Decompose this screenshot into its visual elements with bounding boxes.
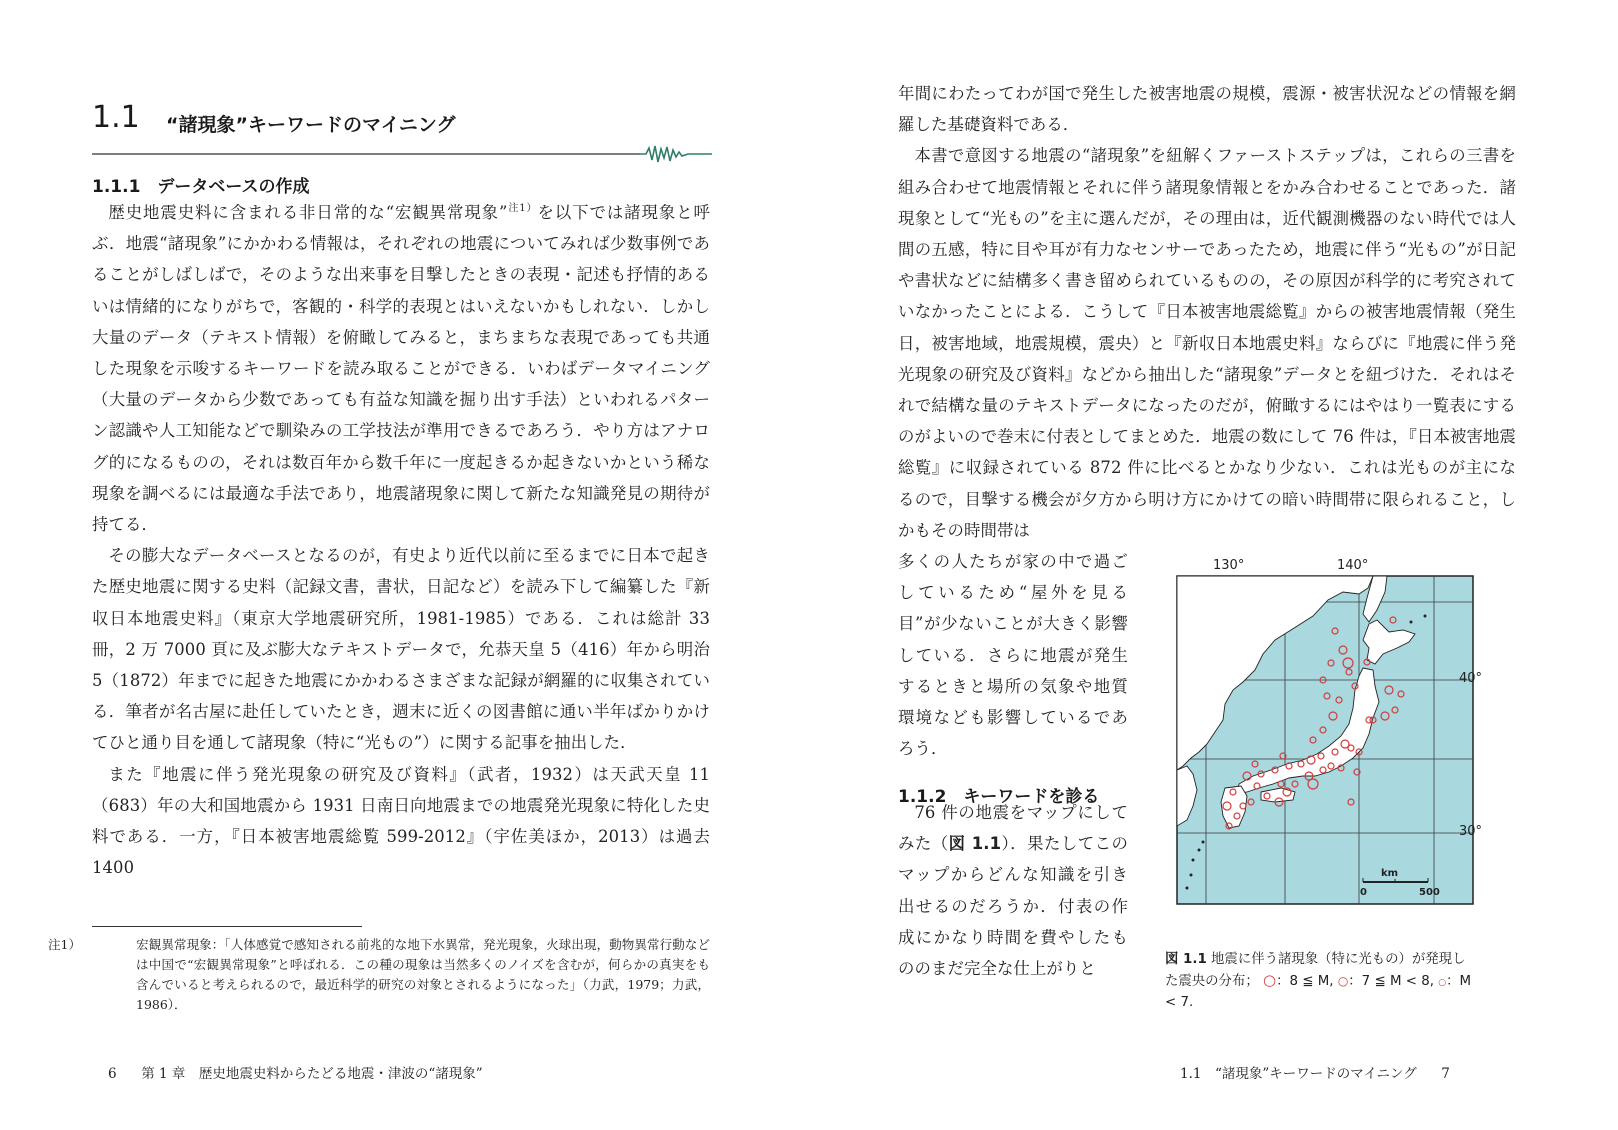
footnote-label: 注1）: [48, 937, 81, 952]
right-narrow-text: [898, 546, 1128, 764]
section-title: “諸現象”キーワードのマイニング: [166, 114, 456, 136]
paragraph: また『地震に伴う発光現象の研究及び資料』（武者，1932）は天武天皇 11（683）年の大和国地震から 1931 日南日向地震までの地震発光現象に特化した史料である．一方，『日本被害地震総覧 599-2012』（宇佐美ほか，2013）は過去 1400: [92, 764, 710, 878]
caption-text: 地震に伴う諸現象（特に光もの）が発現した震央の分布；: [1165, 952, 1466, 989]
running-head: 第 1 章 歴史地震史料からたどる地震・津波の“諸現象”: [141, 1066, 483, 1082]
lat-label-30: 30°: [1459, 824, 1483, 839]
legend-medium: ：7 ≦ M < 8,: [1348, 974, 1435, 989]
legend-large: ：8 ≦ M,: [1276, 974, 1334, 989]
section-number: 1.1: [92, 100, 140, 135]
footnote-divider: [92, 926, 362, 927]
right-page: [809, 0, 1618, 1130]
page-footer-left: [108, 1062, 483, 1082]
paragraph: 歴史地震史料に含まれる非日常的な“宏観異常現象”$^{注1)}$を以下では諸現象と呼ぶ．地震“諸現象”にかかわる情報は，それぞれの地震についてみれば少数事例であることがしばしばで，そのような出来事を目撃したときの表現・記述も抒情的あるいは情緒的になりがちで，客観的・科学的表現とはいえないかもしれない．しかし大量のデータ（テキスト情報）を俯瞰してみると，まちまちな表現であっても共通した現象を示唆するキーワードを読み取ることができる．いわばデータマイニング（大量のデータから少数であっても有益な知識を掘り出す手法）といわれるパターン認識や人工知能などで馴染みの工学技法が準用できるであろう．やり方はアナログ的になるものの，それは数百年から数千年に一度起きるか起きないかという稀な現象を調べるには最適な手法であり，地震諸現象に関して新たな知識発見の期待が持てる．: [92, 203, 710, 535]
page-number: 7: [1441, 1066, 1450, 1082]
scale-tick-500: 500: [1419, 887, 1440, 898]
paragraph: 本書で意図する地震の“諸現象”を紐解くファーストステップは，これらの三書を組み合わせて地震情報とそれに伴う諸現象情報とをかみ合わせることであった．諸現象として“光もの”を主に選んだが，その理由は，近代観測機器のない時代では人間の五感，特に目や耳が有力なセンサーであったため，地震に伴う“光もの”が日記や書状などに結構多く書き留められているものの，その原因が科学的に考究されていなかったことによる．こうして『日本被害地震総覧』からの被害地震情報（発生日，被害地域，地震規模，震央）と『新収日本地震史料』ならびに『地震に伴う発光現象の研究及び資料』などから抽出した“諸現象”データとを紐づけた．それはそれで結構な量のテキストデータになったのだが，俯瞰するにはやはり一覧表にするのがよいので巻末に付表としてまとめた．地震の数にして 76 件は，『日本被害地震総覧』に収録されている 872 件に比べるとかなり少ない．これは光ものが主になるので，目撃する機会が夕方から明け方にかけての暗い時間帯に限られること，しかもその時間帯は: [898, 146, 1516, 540]
subsection-title-1-1-2: 1.1.2 キーワードを診る: [898, 787, 1100, 807]
paragraph: 多くの人たちが家の中で過ごしているため“屋外を見る目”が少ないことが大きく影響している．さらに地震が発生するときと場所の気象や地質環境なども影響しているであろう．: [898, 552, 1128, 759]
epicenter-map: [1163, 558, 1483, 940]
caption-label: 図 1.1: [1165, 952, 1207, 967]
section-heading: [92, 100, 712, 160]
lat-label-40: 40°: [1459, 671, 1483, 686]
footnote: [48, 935, 710, 1015]
figure-reference: 図 1.1: [948, 834, 1002, 854]
subsection-title-1-1-1: 1.1.1 データベースの作成: [92, 177, 310, 197]
legend-small-symbol: ○: [1438, 978, 1447, 988]
footnote-marker: 注1）: [507, 203, 538, 214]
right-narrow-text-2: [898, 797, 1128, 984]
page-footer-right: [1180, 1062, 1450, 1082]
figure-caption: [1165, 950, 1475, 1013]
section-rule-seismogram: [92, 144, 712, 164]
left-body-text: [92, 197, 710, 883]
paragraph: その膨大なデータベースとなるのが，有史より近代以前に至るまでに日本で起きた歴史地震に関する史料（記録文書，書状，日記など）を読み下して編纂した『新収日本地震史料』（東京大学地震研究所，1981-1985）である．これは総計 33 冊，2 万 7000 頁に及ぶ膨大なテキストデータで，允恭天皇 5（416）年から明治 5（1872）年までに起きた地震にかかわるさまざまな記録が網羅的に収集されている．筆者が名古屋に赴任していたとき，週末に近くの図書館に通い半年ばかりかけてひと通り目を通して諸現象（特に“光もの”）に関する記事を抽出した．: [92, 546, 710, 753]
legend-small: ：M < 7.: [1165, 974, 1472, 1010]
running-head: 1.1 “諸現象”キーワードのマイニング: [1180, 1066, 1417, 1082]
scale-tick-0: 0: [1360, 887, 1367, 898]
page-number: 6: [108, 1066, 117, 1082]
scale-unit: km: [1381, 868, 1399, 879]
paragraph: 年間にわたってわが国で発生した被害地震の規模，震源・被害状況などの情報を網羅した基礎資料である．: [898, 84, 1516, 135]
paragraph: 76 件の地震をマップにしてみた（図 1.1）．果たしてこのマップからどんな知識を引き出せるのだろうか．付表の作成にかなり時間を費やしたもののまだ完全な仕上がりと: [898, 803, 1128, 979]
right-body-text: [898, 78, 1516, 546]
legend-medium-symbol: ○: [1337, 974, 1349, 988]
lon-label-140: 140°: [1337, 558, 1369, 573]
footnote-text: 宏観異常現象：「人体感覚で感知される前兆的な地下水異常，発光現象，火球出現，動物異常行動などは中国で“宏観異常現象”と呼ばれる．この種の現象は当然多くのノイズを含むが，何らかの真実をも含んでいると考えられるので，最近科学的研究の対象とされるようになった」（力武，1979；力武，1986）．: [136, 937, 710, 1012]
figure-map: [1163, 558, 1483, 940]
lon-label-130: 130°: [1213, 558, 1245, 573]
legend-large-symbol: ○: [1263, 971, 1277, 989]
